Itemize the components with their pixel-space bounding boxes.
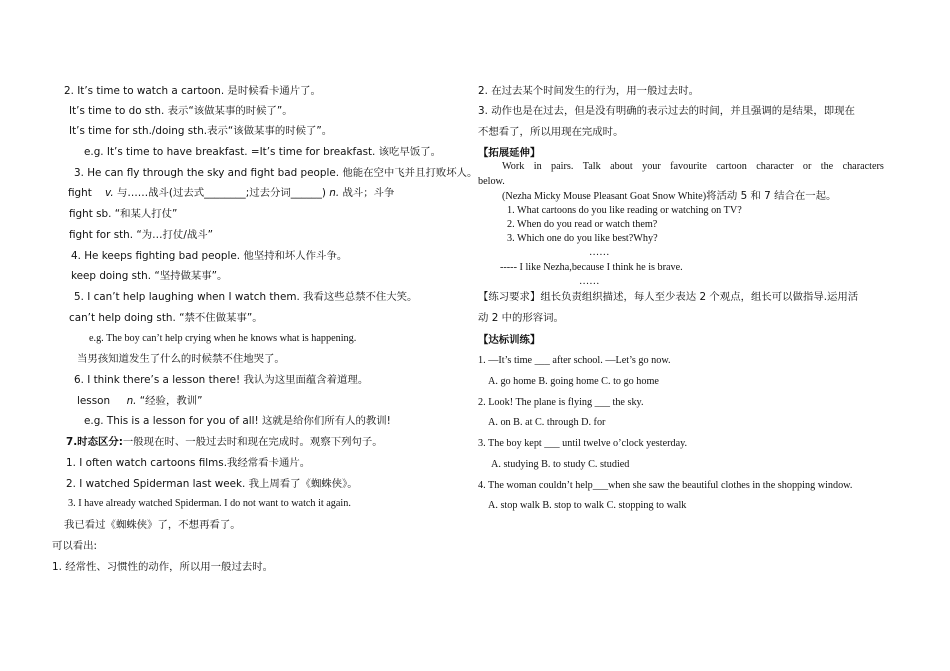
tense-heading-text: 一般现在时、一般过去时和现在完成时。观察下列句子。 — [122, 436, 383, 448]
sample-answer: ----- I like Nezha,because I think he is brave. — [500, 262, 683, 273]
example-breakfast: e.g. It’s time to have breakfast. =It’s time for breakfast. 该吃早饭了。 — [84, 146, 442, 158]
exercise-question-2: 2. Look! The plane is flying ___ the sky. — [478, 397, 644, 408]
tense-example-3-translation: 我已看过《蜘蛛侠》了，不想再看了。 — [64, 519, 241, 531]
conclusion-1: 1. 经常性、习惯性的动作，所以用一般过去时。 — [52, 561, 274, 573]
conclusion-heading: 可以看出: — [52, 540, 98, 552]
fight-noun-meaning: 战斗；斗争 — [342, 187, 395, 199]
exercise-options-2: A. on B. at C. through D. for — [488, 417, 606, 428]
tense-heading-label: 7.时态区分: — [66, 436, 123, 448]
phrase-cant-help: can’t help doing sth. “禁不住做某事”。 — [69, 312, 263, 324]
conclusion-3: 3. 动作也是在过去，但是没有明确的表示过去的时间，并且强调的是结果，即现在 — [478, 105, 855, 117]
exercise-options-1: A. go home B. going home C. to go home — [488, 376, 659, 387]
phrase-fight-sb: fight sb. “和某人打仗” — [69, 208, 178, 220]
tense-example-1: 1. I often watch cartoons films.我经常看卡通片。 — [66, 457, 311, 469]
phrase-fight-for: fight for sth. “为…打仗/战斗” — [69, 229, 213, 241]
instruction-word: cartoon — [716, 161, 747, 172]
practice-requirement: 【练习要求】组长负责组织描述，每人至少表达 2 个观点，组长可以做指导.运用活 — [478, 291, 859, 303]
instruction-word: character — [756, 161, 794, 172]
conclusion-3-cont: 不想看了，所以用现在完成时。 — [478, 126, 624, 138]
pair-work-instruction-cont: below. — [478, 176, 505, 187]
combine-activities-note: 将活动 5 和 7 结合在一起。 — [706, 190, 837, 202]
fight-word: fight — [68, 187, 92, 199]
instruction-word: the — [820, 161, 834, 172]
fight-definition — [68, 186, 394, 200]
characters-list — [502, 189, 836, 204]
question-2: 2. When do you read or watch them? — [507, 219, 658, 230]
lesson-word: lesson — [77, 395, 111, 407]
exercise-heading: 【达标训练】 — [478, 334, 541, 346]
phrase-keep-doing: keep doing sth. “坚持做某事”。 — [71, 270, 228, 282]
fight-verb-meaning: 与……战斗(过去式________;过去分词______) — [116, 187, 326, 199]
instruction-word: in — [533, 161, 542, 172]
lesson-meaning: “经验，教训” — [139, 395, 203, 407]
tense-heading — [66, 435, 383, 449]
instruction-word: favourite — [670, 161, 707, 172]
practice-requirement-cont: 动 2 中的形容词。 — [478, 312, 564, 324]
instruction-word: or — [802, 161, 812, 172]
question-1: 1. What cartoons do you like reading or watching on TV? — [507, 205, 742, 216]
example-boy-translation: 当男孩知道发生了什么的时候禁不住地哭了。 — [77, 353, 285, 365]
phrase-its-time-for: It’s time for sth./doing sth.表示“该做某事的时候了”。 — [69, 125, 333, 137]
pos-noun-lesson: n. — [126, 395, 137, 407]
pair-work-instruction — [502, 160, 884, 174]
tense-example-2: 2. I watched Spiderman last week. 我上周看了《蜘蛛侠》。 — [66, 478, 358, 490]
sentence-2: 2. It’s time to watch a cartoon. 是时候看卡通片了。 — [64, 85, 321, 97]
instruction-word: Work — [502, 161, 525, 172]
tense-example-3: 3. I have already watched Spiderman. I do not want to watch it again. — [68, 498, 351, 509]
exercise-question-3: 3. The boy kept ___ until twelve o’clock yesterday. — [478, 438, 688, 449]
instruction-word: Talk — [582, 161, 601, 172]
pos-verb: v. — [105, 187, 114, 199]
instruction-word: your — [642, 161, 661, 172]
conclusion-2: 2. 在过去某个时间发生的行为，用一般过去时。 — [478, 85, 700, 97]
instruction-word: about — [610, 161, 633, 172]
exercise-options-3: A. studying B. to study C. studied — [491, 459, 630, 470]
instruction-word: characters — [842, 161, 884, 172]
phrase-its-time-to-do: It’s time to do sth. 表示“该做某事的时候了”。 — [69, 105, 293, 117]
sentence-6: 6. I think there’s a lesson there! 我认为这里面蕴含着道理。 — [74, 374, 369, 386]
sentence-3: 3. He can fly through the sky and fight bad people. 他能在空中飞并且打败坏人。 — [74, 167, 478, 179]
pos-noun: n. — [329, 187, 340, 199]
ellipsis-1: …… — [589, 247, 610, 258]
example-boy: e.g. The boy can’t help crying when he knows what is happening. — [89, 333, 357, 344]
lesson-definition — [77, 394, 203, 408]
exercise-options-4: A. stop walk B. stop to walk C. stopping to walk — [488, 500, 687, 511]
sentence-4: 4. He keeps fighting bad people. 他坚持和坏人作斗争。 — [71, 250, 348, 262]
ellipsis-2: …… — [579, 276, 600, 287]
extension-heading: 【拓展延伸】 — [478, 147, 541, 159]
sentence-5: 5. I can’t help laughing when I watch them. 我看这些总禁不住大笑。 — [74, 291, 418, 303]
instruction-word: pairs. — [551, 161, 574, 172]
question-3: 3. Which one do you like best?Why? — [507, 233, 658, 244]
exercise-question-4: 4. The woman couldn’t help___when she saw the beautiful clothes in the shopping window. — [478, 480, 853, 491]
exercise-question-1: 1. —It’s time ___ after school. —Let’s go now. — [478, 355, 671, 366]
character-names: (Nezha Micky Mouse Pleasant Goat Snow White) — [502, 191, 707, 202]
example-lesson: e.g. This is a lesson for you of all! 这就是给你们所有人的教训! — [84, 415, 391, 427]
